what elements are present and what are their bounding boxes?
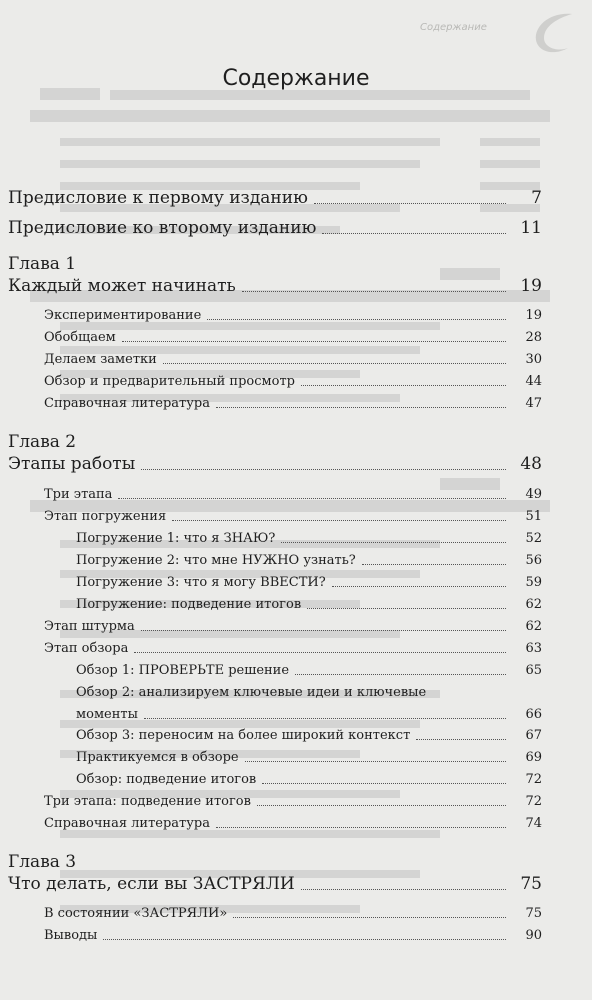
leader-dots [172, 520, 506, 521]
page-number: 72 [525, 772, 542, 787]
page-number: 30 [525, 352, 542, 367]
page-number: 7 [531, 188, 542, 208]
page-number: 47 [525, 396, 542, 411]
entry-title: Обзор 2: анализируем ключевые идеи и ключевые [76, 685, 427, 700]
entry-title: Погружение 2: что мне НУЖНО узнать? [76, 553, 356, 568]
entry-title: Три этапа [44, 487, 113, 502]
leader-dots [307, 608, 506, 609]
leader-dots [103, 939, 506, 940]
entry-title: Этап обзора [44, 641, 129, 656]
chapter-label: Глава 1 [8, 254, 77, 274]
page-number: 72 [525, 794, 542, 809]
leader-dots [314, 203, 506, 204]
page-number: 67 [525, 728, 542, 743]
page-number: 51 [525, 509, 542, 524]
entry-title: Три этапа: подведение итогов [44, 794, 251, 809]
page-number: 19 [520, 276, 542, 296]
leader-dots [207, 319, 506, 320]
running-head: Содержание [420, 22, 487, 33]
page-number: 52 [525, 531, 542, 546]
leader-dots [163, 363, 506, 364]
leader-dots [141, 630, 506, 631]
leader-dots [281, 542, 506, 543]
leader-dots [242, 291, 506, 292]
page-title: Содержание [222, 66, 370, 91]
leader-dots [362, 564, 506, 565]
entry-title: Погружение 1: что я ЗНАЮ? [76, 531, 276, 546]
leader-dots [416, 739, 506, 740]
leader-dots [295, 674, 506, 675]
leader-dots [301, 385, 506, 386]
page-number: 62 [525, 619, 542, 634]
entry-title: Каждый может начинать [8, 276, 236, 296]
entry-title: Погружение 3: что я могу ВВЕСТИ? [76, 575, 326, 590]
entry-title: Погружение: подведение итогов [76, 597, 302, 612]
page-number: 11 [520, 218, 542, 238]
page-number: 59 [525, 575, 542, 590]
page-number: 75 [520, 874, 542, 894]
entry-title: Справочная литература [44, 396, 210, 411]
page-number: 19 [525, 308, 542, 323]
entry-title: Экспериментирование [44, 308, 202, 323]
entry-title: Этап штурма [44, 619, 135, 634]
entry-title: Делаем заметки [44, 352, 157, 367]
leader-dots [245, 761, 506, 762]
page-number: 69 [525, 750, 542, 765]
entry-title: Предисловие к первому изданию [8, 188, 308, 208]
entry-title: Обзор и предварительный просмотр [44, 374, 295, 389]
leader-dots [144, 718, 506, 719]
entry-title: Справочная литература [44, 816, 210, 831]
corner-swirl-icon [528, 8, 578, 58]
entry-title: Что делать, если вы ЗАСТРЯЛИ [8, 874, 295, 894]
leader-dots [332, 586, 506, 587]
page-number: 48 [520, 454, 542, 474]
leader-dots [262, 783, 506, 784]
page-number: 90 [525, 928, 542, 943]
entry-title: Выводы [44, 928, 98, 943]
page-number: 63 [525, 641, 542, 656]
entry-title: В состоянии «ЗАСТРЯЛИ» [44, 906, 228, 921]
page-number: 66 [525, 707, 542, 722]
entry-title: Предисловие ко второму изданию [8, 218, 317, 238]
leader-dots [301, 889, 506, 890]
entry-title: Обобщаем [44, 330, 116, 345]
page-number: 56 [525, 553, 542, 568]
leader-dots [216, 827, 506, 828]
entry-title-continuation: моменты [76, 707, 138, 722]
entry-title: Обзор 3: переносим на более широкий контекст [76, 728, 411, 743]
leader-dots [322, 233, 506, 234]
entry-title: Этап погружения [44, 509, 167, 524]
leader-dots [118, 498, 506, 499]
chapter-label: Глава 3 [8, 852, 77, 872]
page-number: 28 [525, 330, 542, 345]
leader-dots [122, 341, 506, 342]
leader-dots [141, 469, 506, 470]
leader-dots [257, 805, 506, 806]
entry-title: Обзор 1: ПРОВЕРЬТЕ решение [76, 663, 290, 678]
entry-title: Обзор: подведение итогов [76, 772, 257, 787]
chapter-label: Глава 2 [8, 432, 77, 452]
entry-title: Практикуемся в обзоре [76, 750, 239, 765]
page-number: 65 [525, 663, 542, 678]
page-number: 44 [525, 374, 542, 389]
page-number: 62 [525, 597, 542, 612]
page-number: 49 [525, 487, 542, 502]
leader-dots [134, 652, 506, 653]
leader-dots [233, 917, 506, 918]
leader-dots [216, 407, 506, 408]
entry-title: Этапы работы [8, 454, 136, 474]
page-number: 75 [525, 906, 542, 921]
page-number: 74 [525, 816, 542, 831]
